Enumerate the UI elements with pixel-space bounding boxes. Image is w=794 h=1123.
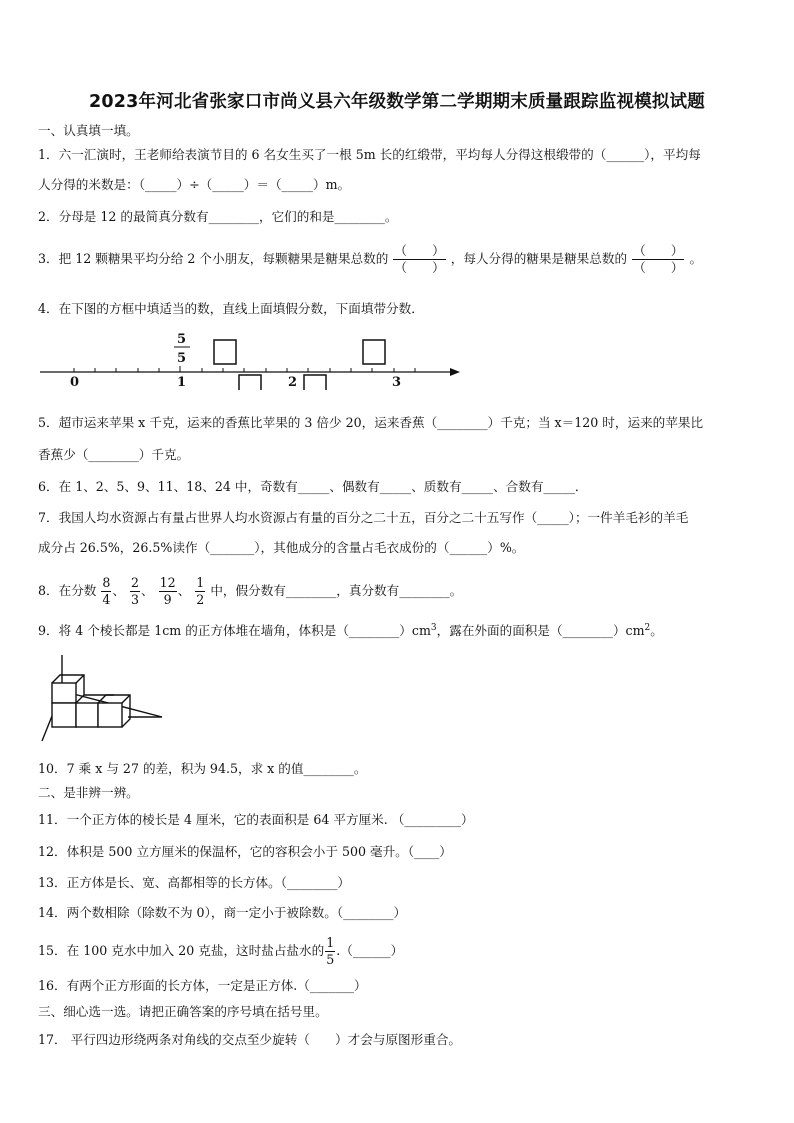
- fraction-2-3: $\frac{2}{3}$: [131, 575, 140, 607]
- question-3-text-b: ，每人分得的糖果是糖果总数的: [450, 251, 628, 266]
- answer-box-below-1[interactable]: [239, 375, 261, 390]
- question-15: 15．在 100 克水中加入 20 克盐，这时盐占盐水的 $\frac{1}{5}$ .（______）: [38, 935, 404, 967]
- question-8-text-a: 8．在分数: [38, 583, 97, 598]
- fraction-numerator: 5: [177, 332, 187, 347]
- question-4: 4．在下图的方框中填适当的数，直线上面填假分数，下面填带分数．: [38, 301, 424, 316]
- question-9: 9．将 4 个棱长都是 1cm 的正方体堆在墙角，体积是$(\_\_\_\_\_\_\_\_)cm^3$，露在外面的面积是$(\_\_\_\_\_\_\_\_)cm^2$。: [38, 623, 663, 639]
- question-16: 16．有两个正方形面的长方体，一定是正方体.（_______）: [38, 978, 367, 993]
- question-1-line-2: 人分得的米数是：（_____）÷（_____）＝（_____）m。: [38, 177, 351, 192]
- number-line-figure: [38, 328, 468, 390]
- question-7-line-1: 7．我国人均水资源占有量占世界人均水资源占有量的百分之二十五，百分之二十五写作（_____）；一件羊毛衫的羊毛: [38, 510, 689, 525]
- question-14: 14．两个数相除（除数不为 0），商一定小于被除数。（________）: [38, 905, 407, 920]
- fraction-8-4: $\frac{8}{4}$: [102, 575, 111, 607]
- question-10: 10．7 乘 x 与 27 的差，积为 94.5，求 x 的值________。: [38, 761, 367, 776]
- question-2: 2．分母是 12 的最简真分数有________，它们的和是________。: [38, 209, 398, 224]
- question-3: [38, 243, 702, 276]
- tick-label-1: 1: [177, 375, 187, 390]
- question-5-line-1: 5．超市运来苹果 x 千克，运来的香蕉比苹果的 3 倍少 20，运来香蕉（________）千克；当 x＝120 时，运来的苹果比: [38, 415, 704, 430]
- number-line-ticks: [74, 366, 415, 372]
- question-1-line-1: 1．六一汇演时，王老师给表演节目的 6 名女生买了一根 5m 长的红缎带，平均每人分得这根缎带的（______），平均每: [38, 147, 701, 162]
- question-7-line-2: 成分占 26.5%，26.5%读作（_______），其他成分的含量占毛衣成份的（______）%。: [38, 540, 525, 555]
- section-heading-3: 三、细心选一选。请把正确答案的序号填在括号里。: [38, 1004, 328, 1019]
- question-6: 6．在 1、2、5、9、11、18、24 中，奇数有_____、偶数有_____、质数有_____、合数有_____．: [38, 479, 588, 494]
- answer-box-above-2[interactable]: [363, 340, 385, 364]
- tick-label-0: 0: [70, 375, 80, 390]
- question-13: 13．正方体是长、宽、高都相等的长方体。（________）: [38, 875, 350, 890]
- answer-box-above-1[interactable]: [214, 340, 236, 364]
- question-17: 17． 平行四边形绕两条对角线的交点至少旋转（ ）才会与原图形重合。: [38, 1032, 462, 1047]
- section-heading-1: 一、认真填一填。: [38, 123, 139, 138]
- section-heading-2: 二、是非辨一辨。: [38, 785, 139, 800]
- fraction-1-2: $\frac{1}{2}$: [196, 575, 205, 607]
- cubes-corner-figure: [38, 653, 168, 745]
- fraction-1-5: $\frac{1}{5}$: [326, 935, 335, 967]
- blank-fraction-1: $\frac{( )}{( )}$: [394, 243, 445, 275]
- page-title: 2023年河北省张家口市尚义县六年级数学第二学期期末质量跟踪监视模拟试题: [89, 92, 705, 112]
- question-3-text-c: 。: [689, 251, 703, 266]
- blank-fraction-2: $\frac{( )}{( )}$: [633, 243, 684, 275]
- fraction-12-9: $\frac{12}{9}$: [159, 575, 176, 607]
- fraction-denominator: 5: [177, 351, 187, 366]
- question-12: 12．体积是 500 立方厘米的保温杯，它的容积会小于 500 毫升。（____）: [38, 844, 452, 859]
- question-3-text-a: 3．把 12 颗糖果平均分给 2 个小朋友，每颗糖果是糖果总数的: [38, 251, 389, 266]
- tick-label-3: 3: [392, 375, 402, 390]
- question-8: 8．在分数 $\frac{8}{4}$ 、 $\frac{2}{3}$ 、 $\frac{12}{9}$ 、 $\frac{1}{2}$ 中，假分数有________，真分数有________。: [38, 575, 463, 607]
- question-8-text-b: 中，假分数有________，真分数有________。: [210, 583, 463, 598]
- question-5-line-2: 香蕉少（________）千克。: [38, 447, 190, 462]
- tick-label-2: 2: [288, 375, 298, 390]
- answer-box-below-2[interactable]: [304, 375, 326, 390]
- question-11: 11．一个正方体的棱长是 4 厘米，它的表面积是 64 平方厘米. （_________）: [38, 812, 474, 827]
